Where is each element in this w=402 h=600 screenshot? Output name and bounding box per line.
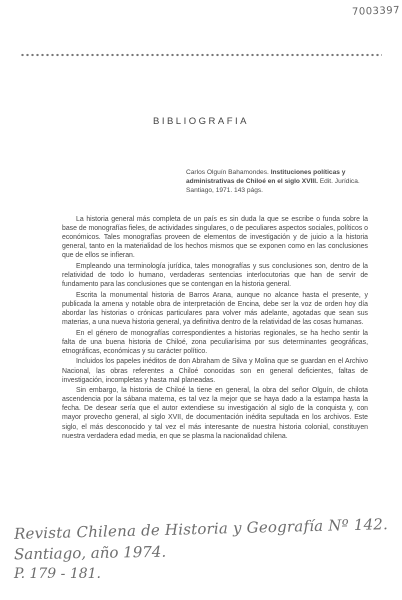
handwritten-place-year: Santiago, año 1974. bbox=[13, 542, 167, 564]
handwritten-source-line: Revista Chilena de Historia y Geografía Nº 142. bbox=[13, 515, 389, 543]
bibliographic-reference bbox=[186, 168, 366, 196]
paragraph: Sin embargo, la historia de Chiloé la tiene en general, la obra del señor Olguín, de chilota ascendencia por la sábana materna, es tal vez la mejor que se haya dado a la estampa hasta la fecha. De desear sería que el autor extendiese su investigación al siglo de la conquista y, con mayor provecho general, al siglo XVII, de documentación inédita sepultada en los archivos. Este siglo, el más desconocido y tal vez el más interesante de nuestra historia colonial, constituyen nuestra verdadera edad media, en que se plasma la nacionalidad chilena. bbox=[62, 387, 368, 440]
reference-publisher: Edit. Jurídica. Santiago, 1971. 143 págs. bbox=[186, 178, 360, 195]
review-body bbox=[62, 215, 368, 442]
handwritten-catalog-number: 7003397 bbox=[351, 5, 401, 18]
page-title: BIBLIOGRAFIA bbox=[153, 116, 249, 127]
paragraph: Empleando una terminología jurídica, tales monografías y sus conclusiones son, dentro de la relatividad de todo lo humano, verdaderas sentencias interlocutorias que han de servir de fundamento para las conclusiones que se contengan en la historia general. bbox=[62, 262, 368, 289]
paragraph: En el género de monografías correspondientes a historias regionales, se ha hecho sentir la falta de una buena historia de Chiloé, zona peculiarísima por sus determinantes geográficas, etnográficas, económicas y su carácter político. bbox=[62, 329, 368, 355]
paragraph: Incluidos los papeles inéditos de don Abraham de Silva y Molina que se guardan en el Archivo Nacional, las obras referentes a Chiloé conocidas son en general deficientes, faltas de investigación, incompletas y hasta mal planeadas. bbox=[62, 358, 368, 384]
reference-author: Carlos Olguín Bahamondes. bbox=[186, 169, 269, 176]
perforated-edge bbox=[20, 52, 382, 58]
paragraph: La historia general más completa de un país es sin duda la que se escribe o funda sobre la base de monografías fieles, de actividades singulares, o de peculiares aspectos sociales, políticos o económicos. Tales monografías proveen de elementos de investigación y de juicio a la historia general, tanto en la materialidad de los hechos mismos que se exponen como en las conclusiones que de ellos se infieran. bbox=[62, 216, 368, 260]
reference-title: Instituciones políticas y administrativas de Chiloé en el siglo XVIII. bbox=[186, 169, 346, 186]
handwritten-pages: P. 179 - 181. bbox=[14, 566, 102, 582]
paragraph: Escrita la monumental historia de Barros Arana, aunque no alcance hasta el presente, y publicada la amena y notable obra de interpretación de Encina, debe ser la voz de orden hoy día abordar las historias o crónicas particulares para volver más adelante, agotadas que sean sus materias, a una nueva historia general, ya definitiva dentro de la relatividad de las cosas humanas. bbox=[62, 291, 368, 327]
